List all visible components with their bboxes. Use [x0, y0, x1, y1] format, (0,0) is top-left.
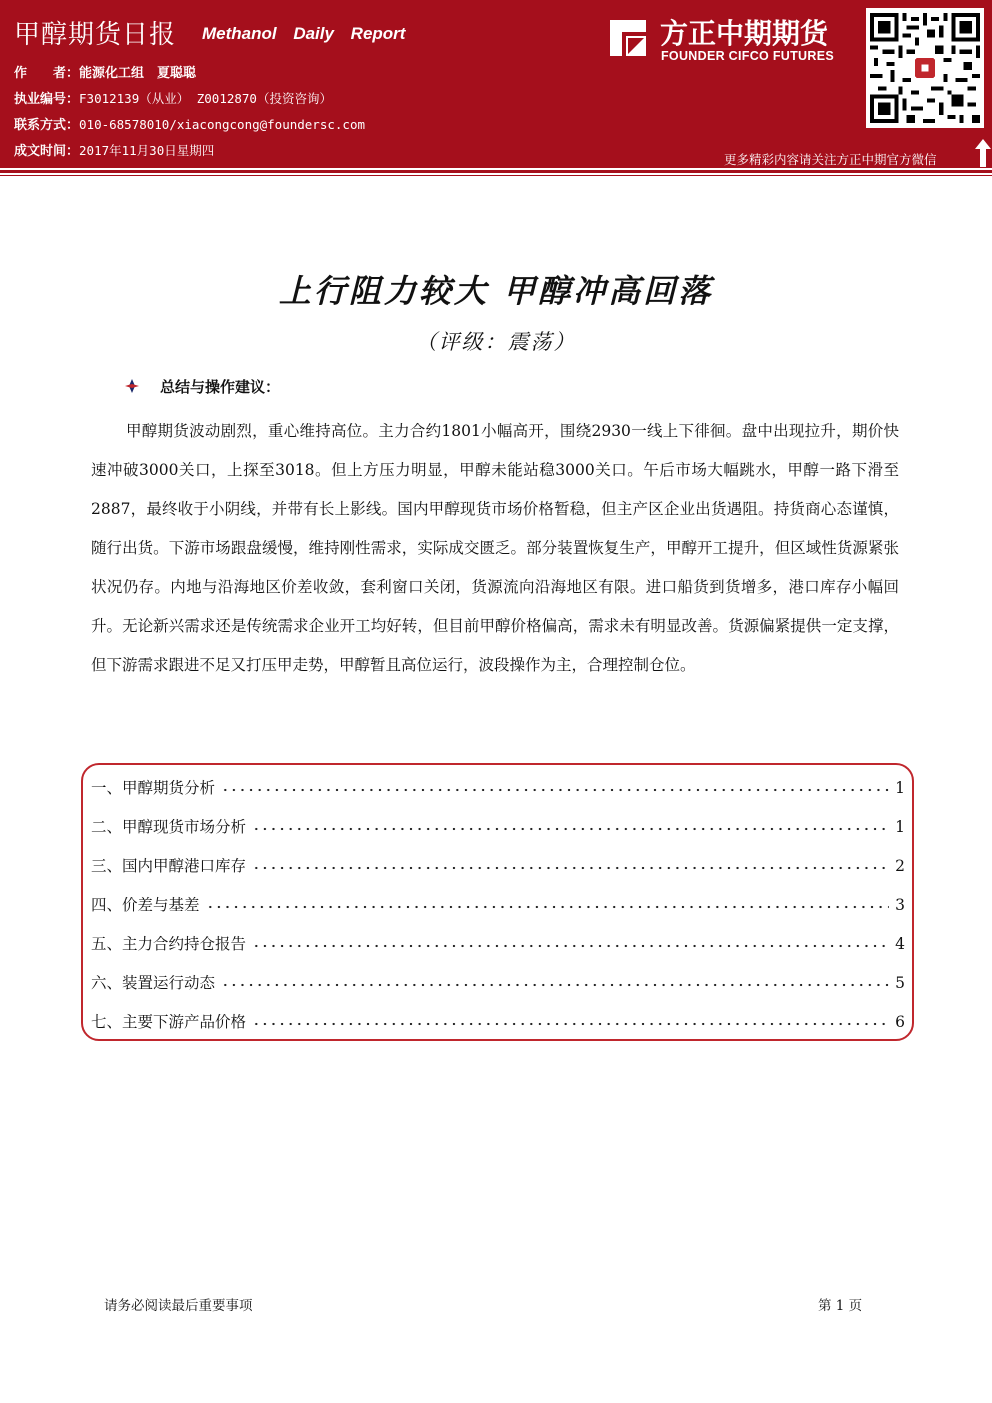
footer-notice: 请务必阅读最后重要事项 [104, 1298, 253, 1314]
toc-leader-dots [252, 812, 889, 832]
contact-label: 联系方式： [14, 118, 80, 133]
date-line [14, 140, 214, 159]
header-divider-thin [0, 175, 992, 176]
brand-logo [604, 10, 864, 70]
brand-name-en: FOUNDER CIFCO FUTURES [661, 49, 834, 63]
document-rating: （评级：震荡） [415, 330, 577, 354]
toc-item-label: 五、主力合约持仓报告 [91, 935, 247, 953]
page-number: 第 1 页 [818, 1298, 863, 1314]
license-value: F3012139（从业） Z0012870（投资咨询） [79, 91, 332, 106]
toc-item[interactable] [91, 851, 905, 875]
toc-leader-dots [221, 773, 889, 793]
toc-leader-dots [221, 968, 889, 988]
author-line [14, 62, 196, 81]
arrow-up-icon [974, 138, 992, 168]
license-line [14, 88, 332, 107]
header-divider [0, 170, 992, 173]
toc-item-page: 1 [895, 818, 905, 836]
date-label: 成文时间： [14, 144, 80, 159]
toc-item[interactable] [91, 929, 905, 953]
toc-item[interactable] [91, 890, 905, 914]
toc-leader-dots [252, 929, 889, 949]
founder-logo-icon [604, 14, 652, 62]
toc-item-page: 5 [895, 974, 905, 992]
wechat-follow-note: 更多精彩内容请关注方正中期官方微信 [724, 152, 937, 167]
toc-item-label: 七、主要下游产品价格 [91, 1013, 247, 1031]
toc-item[interactable] [91, 968, 905, 992]
document-title: 上行阻力较大 甲醇冲高回落 [278, 272, 714, 310]
toc-item-label: 一、甲醇期货分析 [91, 779, 216, 797]
author-label: 作 者： [14, 66, 80, 81]
toc-leader-dots [252, 1007, 889, 1027]
summary-heading: 总结与操作建议： [160, 378, 281, 396]
toc-item-label: 六、装置运行动态 [91, 974, 216, 992]
toc-item[interactable] [91, 773, 905, 797]
toc-item-page: 3 [895, 896, 905, 914]
table-of-contents [81, 763, 914, 1041]
toc-item-page: 4 [895, 935, 905, 953]
date-value: 2017年11月30日星期四 [79, 143, 215, 158]
wechat-qr-code-icon[interactable] [866, 8, 984, 128]
toc-item-page: 1 [895, 779, 905, 797]
toc-leader-dots [206, 890, 890, 910]
toc-item[interactable] [91, 1007, 905, 1031]
bullet-diamond-icon [124, 378, 140, 394]
author-value: 能源化工组 夏聪聪 [79, 66, 197, 81]
report-header [0, 0, 992, 168]
toc-item-label: 二、甲醇现货市场分析 [91, 818, 247, 836]
toc-item-page: 2 [895, 857, 905, 875]
license-label: 执业编号： [14, 92, 80, 107]
summary-paragraph: 甲醇期货波动剧烈，重心维持高位。主力合约1801小幅高开，围绕2930一线上下徘徊。盘中出现拉升，期价快速冲破3000关口，上探至3018。但上方压力明显，甲醇未能站稳3000关口。午后市场大幅跳水，甲醇一路下滑至2887，最终收于小阴线，并带有长上影线。国内甲醇现货市场价格暂稳，但主产区企业出货遇阻。持货商心态谨慎，随行出货。下游市场跟盘缓慢，维持刚性需求，实际成交匮乏。部分装置恢复生产，甲醇开工提升，但区域性货源紧张状况仍存。内地与沿海地区价差收敛，套利窗口关闭，货源流向沿海地区有限。进口船货到货增多，港口库存小幅回升。无论新兴需求还是传统需求企业开工均好转，但目前甲醇价格偏高，需求未有明显改善。货源偏紧提供一定支撑，但下游需求跟进不足又打压甲走势，甲醇暂且高位运行，波段操作为主，合理控制仓位。 [91, 422, 899, 674]
contact-value[interactable]: 010-68578010/xiacongcong@foundersc.com [79, 117, 365, 132]
toc-leader-dots [252, 851, 889, 871]
toc-item[interactable] [91, 812, 905, 836]
brand-name-cn: 方正中期期货 [660, 17, 829, 50]
toc-item-label: 四、价差与基差 [91, 896, 200, 914]
report-title-en: Methanol Daily Report [202, 24, 406, 43]
toc-item-page: 6 [895, 1013, 905, 1031]
contact-line [14, 114, 365, 133]
toc-item-label: 三、国内甲醇港口库存 [91, 857, 247, 875]
report-title-cn: 甲醇期货日报 [14, 20, 177, 50]
